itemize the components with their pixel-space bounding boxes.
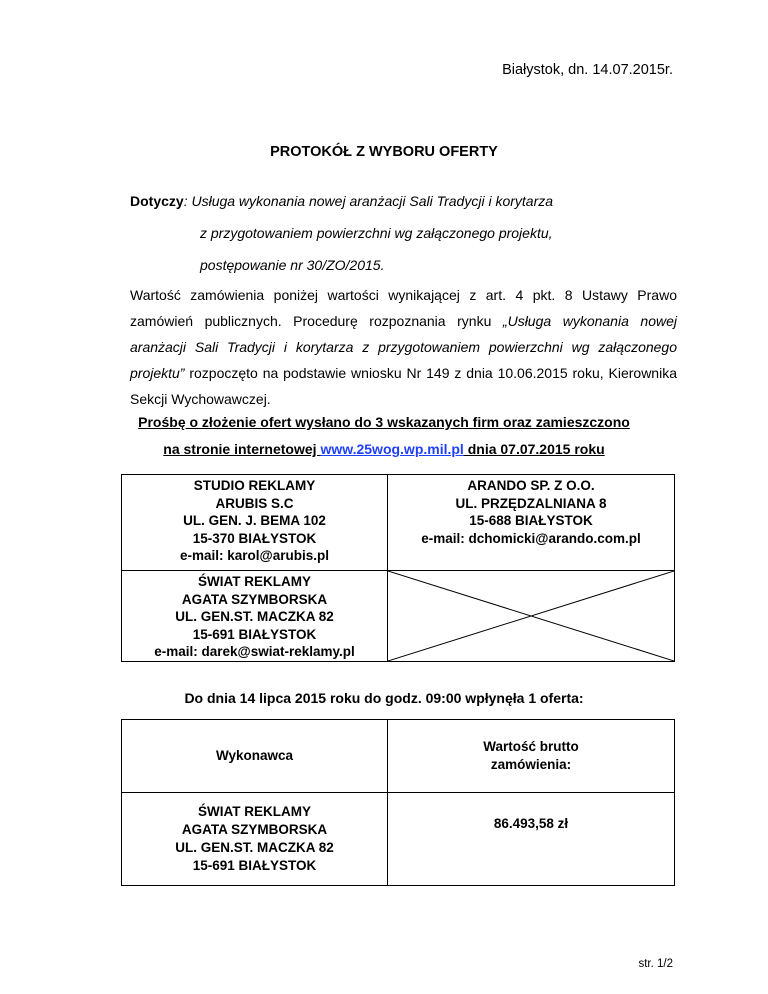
offer-contractor — [122, 793, 388, 886]
firm-cell-swiat-reklamy — [122, 571, 388, 662]
page-number: str. 1/2 — [638, 958, 673, 970]
header-gross-value — [388, 720, 675, 793]
firm-line: e-mail: karol@arubis.pl — [180, 548, 329, 564]
firm-line: e-mail: darek@swiat-reklamy.pl — [154, 644, 355, 660]
contractor-line: 15-691 BIAŁYSTOK — [192, 858, 317, 873]
subject-line-3: postępowanie nr 30/ZO/2015. — [200, 257, 385, 273]
offer-value: 86.493,58 zł — [388, 793, 675, 886]
website-link[interactable]: www.25wog.wp.mil.pl — [320, 441, 464, 457]
header-contractor: Wykonawca — [122, 720, 388, 793]
received-offers-text: Do dnia 14 lipca 2015 roku do godz. 09:00 wpłynęła 1 oferta: — [184, 690, 584, 706]
firms-table — [121, 474, 675, 662]
notice-line-2-post: dnia 07.07.2015 roku — [463, 441, 605, 457]
place-date: Białystok, dn. 14.07.2015r. — [502, 62, 673, 78]
body-paragraph — [130, 282, 677, 412]
firm-line: ARUBIS S.C — [215, 495, 294, 511]
firm-line: ŚWIAT REKLAMY — [198, 574, 311, 589]
paragraph-part-2: rozpoczęto na podstawie wniosku Nr 149 z dnia 10.06.2015 roku, Kierownika Sekcji Wychowawczej. — [130, 365, 677, 407]
firm-line: UL. GEN.ST. MACZKA 82 — [175, 609, 334, 625]
firm-line: 15-691 BIAŁYSTOK — [192, 626, 317, 642]
firms-row — [122, 571, 675, 662]
cross-out-mark — [388, 571, 674, 661]
firm-line: AGATA SZYMBORSKA — [181, 591, 328, 607]
header-gross-value-line-1: Wartość brutto — [483, 739, 579, 754]
subject-line-1 — [130, 193, 553, 209]
firm-line: UL. PRZĘDZALNIANA 8 — [455, 495, 607, 511]
offers-table — [121, 719, 675, 886]
firms-row — [122, 475, 675, 571]
firm-line: 15-688 BIAŁYSTOK — [469, 513, 593, 529]
contractor-line: AGATA SZYMBORSKA — [181, 822, 328, 837]
notice-line-2 — [0, 441, 768, 457]
notice-line-1: Prośbę o złożenie ofert wysłano do 3 wskazanych firm oraz zamieszczono — [138, 414, 630, 430]
firm-line: 15-370 BIAŁYSTOK — [192, 530, 317, 546]
firm-line: UL. GEN. J. BEMA 102 — [183, 513, 326, 529]
firm-line: ARANDO SP. Z O.O. — [467, 478, 595, 493]
offers-header-row — [122, 720, 675, 793]
notice-line-2-pre: na stronie internetowej — [163, 441, 321, 457]
document-title: PROTOKÓŁ Z WYBORU OFERTY — [270, 144, 498, 160]
paragraph-italic: „Usługa wykonania nowej aranżacji Sali Tradycji i korytarza z przygotowaniem powierzchni wg załączonego projektu” — [130, 313, 677, 381]
firm-line: STUDIO REKLAMY — [193, 478, 316, 493]
contractor-line: UL. GEN.ST. MACZKA 82 — [175, 840, 334, 855]
offer-row — [122, 793, 675, 886]
contractor-line: ŚWIAT REKLAMY — [198, 804, 311, 819]
header-gross-value-line-2: zamówienia: — [490, 757, 572, 772]
subject-label: Dotyczy — [130, 193, 184, 209]
subject-line-2: z przygotowaniem powierzchni wg załączonego projektu, — [200, 225, 553, 241]
firm-cell-arubis — [122, 475, 388, 571]
subject-text-1: : Usługa wykonania nowej aranżacji Sali Tradycji i korytarza — [183, 193, 554, 209]
paragraph-part-1: Wartość zamówienia poniżej wartości wynikającej z art. 4 pkt. 8 Ustawy Prawo zamówień publicznych. Procedurę rozpoznania rynku — [130, 287, 677, 329]
firm-cell-arando — [388, 475, 675, 571]
firm-line: e-mail: dchomicki@arando.com.pl — [421, 530, 641, 546]
empty-crossed-cell — [388, 571, 675, 662]
